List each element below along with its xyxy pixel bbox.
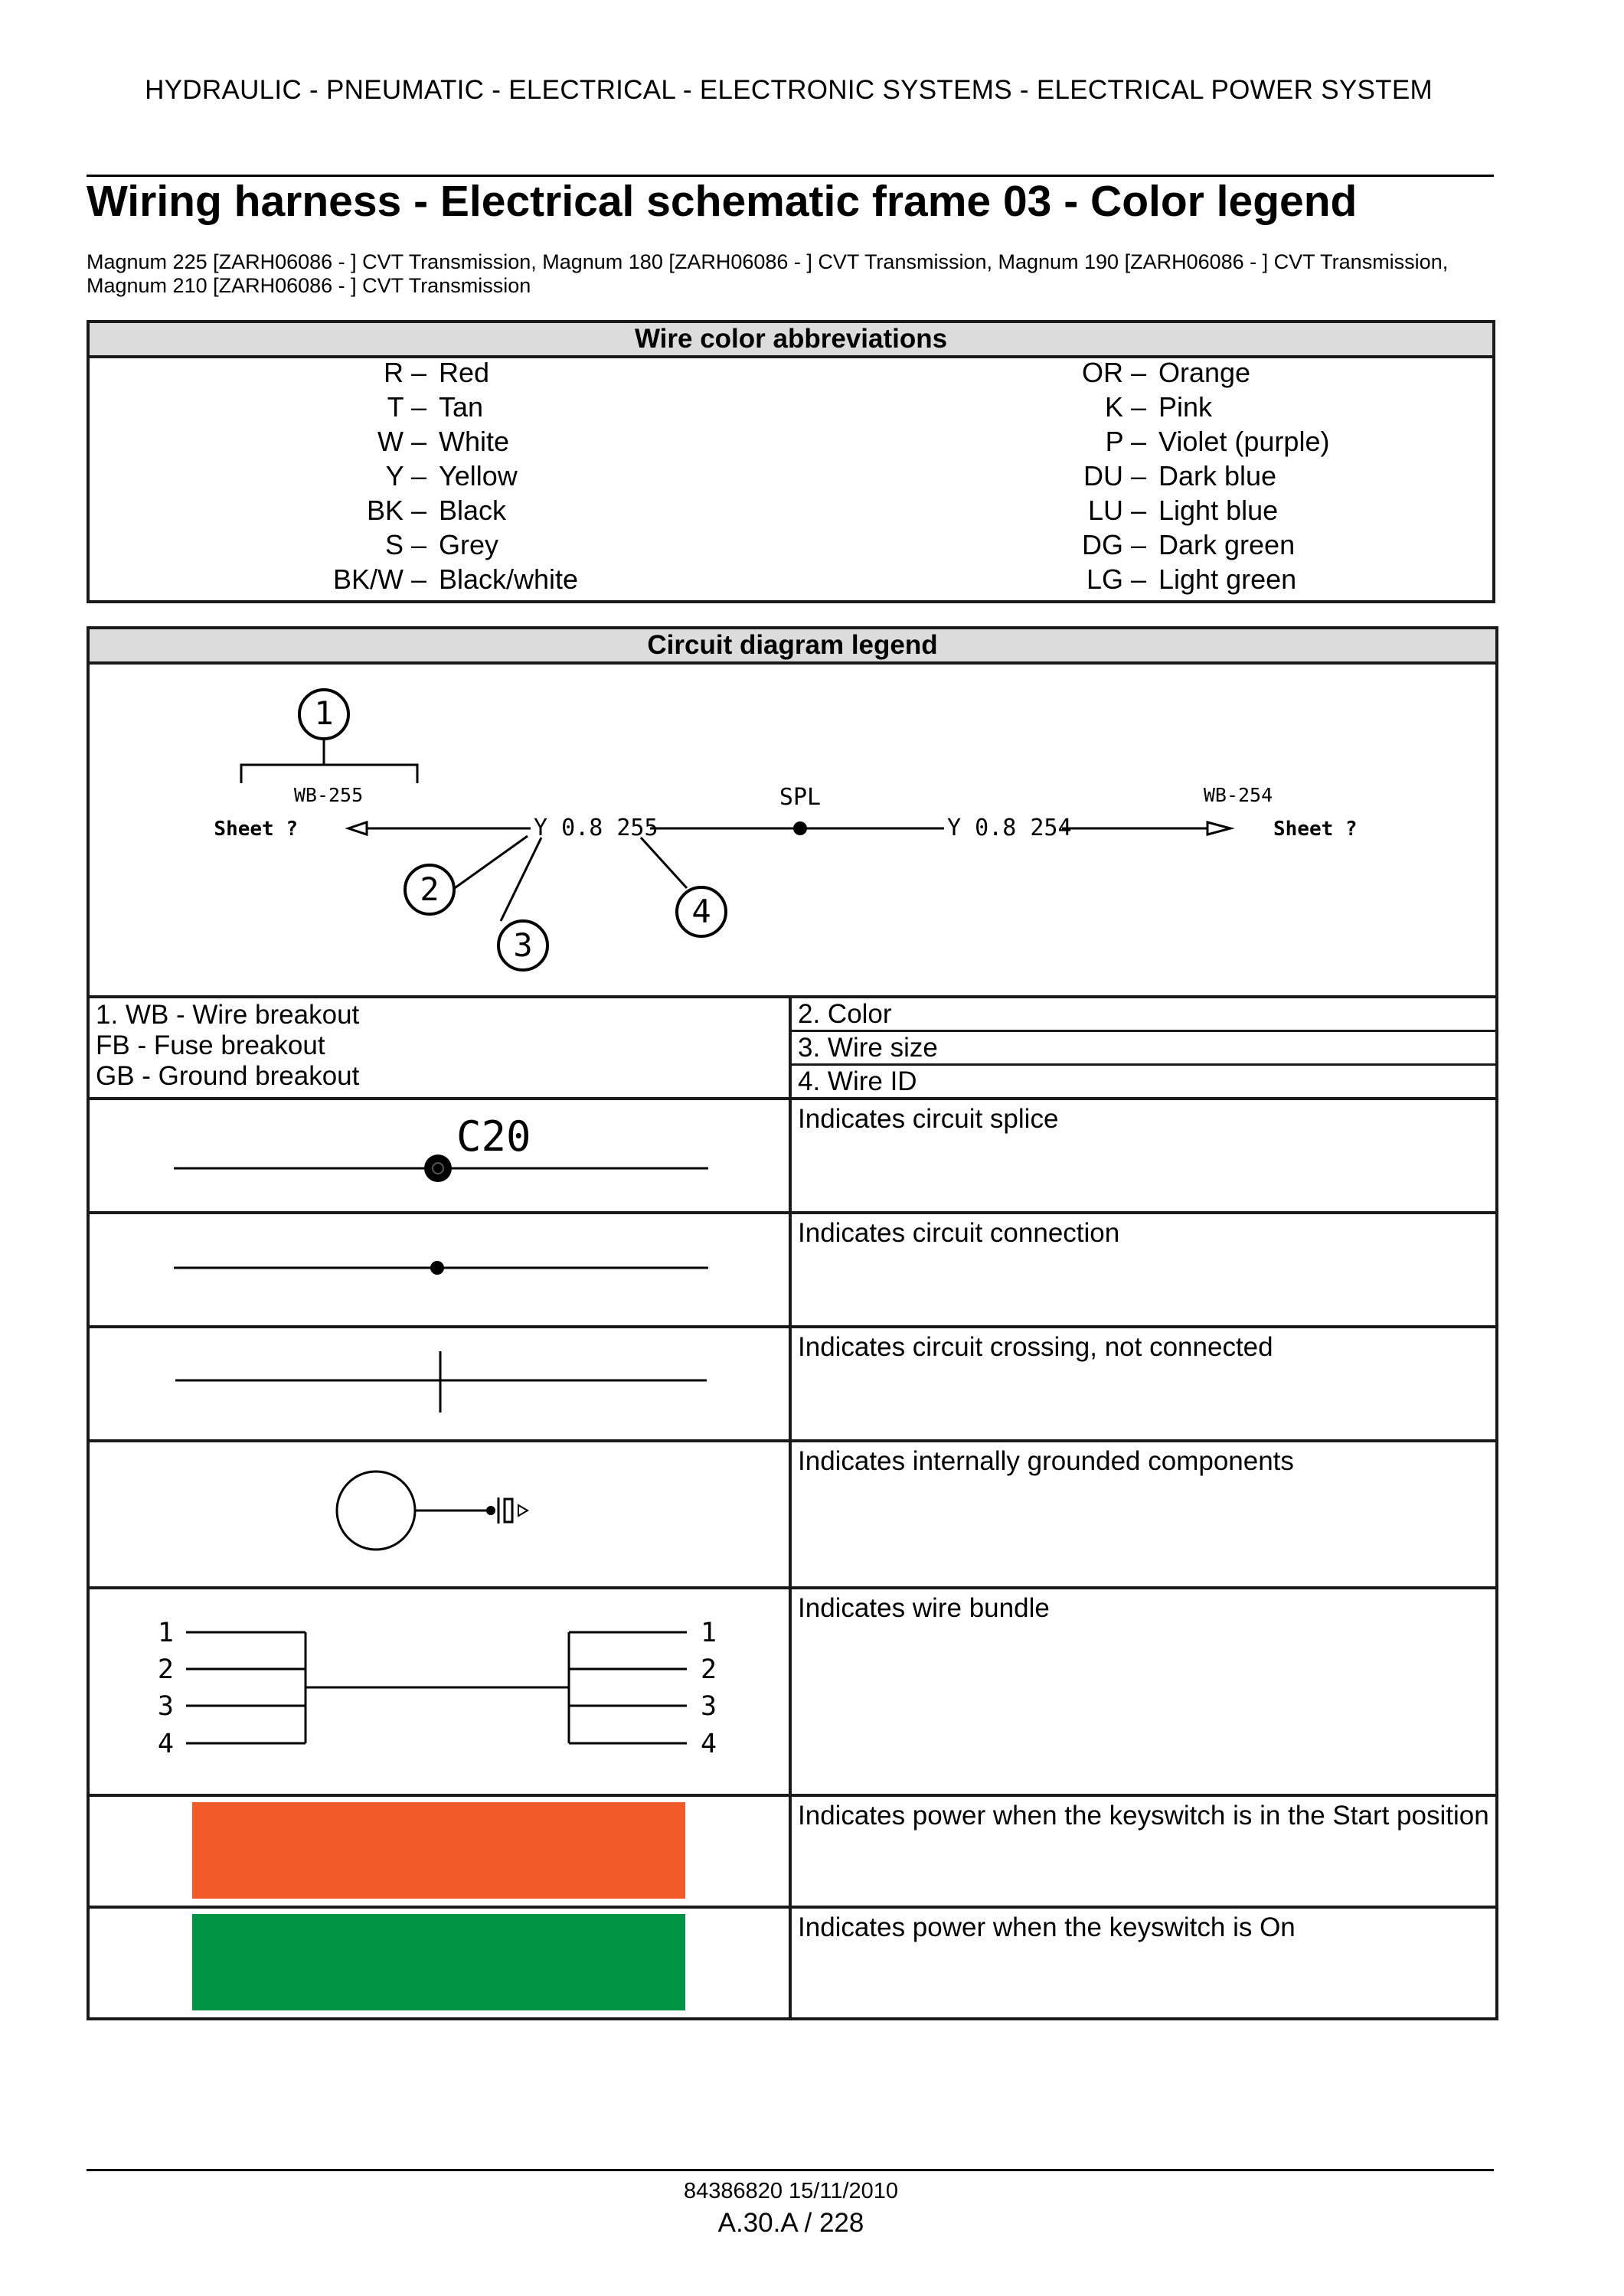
document-code: 84386820 15/11/2010: [683, 2179, 899, 2203]
crossing-symbol-cell: [88, 1327, 790, 1441]
page-title: Wiring harness - Electrical schematic frame 03 - Color legend: [87, 177, 1358, 226]
circuit-connection-symbol: [90, 1214, 786, 1318]
wire-left-label: Y 0.8 255: [534, 815, 658, 841]
bundle-left-4: 4: [157, 1729, 174, 1759]
ground-symbol-cell: [88, 1441, 790, 1588]
wire-color-code: K –: [1104, 391, 1146, 423]
on-power-description: Indicates power when the keyswitch is On: [798, 1912, 1296, 1942]
svg-text:2: 2: [420, 870, 439, 908]
footer-rule: [87, 2169, 1494, 2171]
wire-color-name: Grey: [439, 529, 499, 560]
wire-color-name: White: [439, 426, 510, 457]
wb-left-label: WB-255: [293, 784, 364, 806]
wire-color-code: Y –: [385, 460, 426, 492]
bundle-right-2: 2: [701, 1654, 717, 1685]
wire-color-code: R –: [383, 357, 426, 388]
bundle-description: Indicates wire bundle: [798, 1593, 1050, 1623]
wire-color-code: BK/W –: [332, 563, 426, 595]
wire-color-code: LU –: [1087, 495, 1146, 526]
wire-color-code: BK –: [366, 495, 426, 526]
wire-color-heading: Wire color abbreviations: [88, 322, 1494, 357]
bundle-right-3: 3: [701, 1691, 717, 1722]
wire-color-code: DU –: [1083, 460, 1146, 492]
callout-1: [299, 690, 348, 739]
bundle-left-1: 1: [157, 1618, 174, 1648]
circuit-legend-table: [87, 626, 1498, 2020]
splice-description: Indicates circuit splice: [798, 1104, 1059, 1134]
bundle-left-3: 3: [157, 1691, 174, 1722]
ground-icon: [505, 1499, 512, 1522]
wire-color-name: Light green: [1158, 563, 1297, 595]
start-power-swatch: [192, 1802, 685, 1899]
connection-symbol-cell: [88, 1213, 790, 1327]
model-applicability: Magnum 225 [ZARH06086 - ] CVT Transmission, Magnum 180 [ZARH06086 - ] CVT Transmission, Magnum 190 [ZARH06086 - ] CVT Transmission, Magnum 210 [ZARH06086 - ] CVT Transmission: [87, 250, 1449, 297]
breakout-types-cell: [88, 997, 790, 1099]
wire-bundle-symbol: [90, 1589, 786, 1787]
arrow-left-icon: [348, 822, 367, 834]
wire-color-name: Light blue: [1158, 495, 1279, 526]
on-power-swatch: [192, 1914, 685, 2010]
wire-breakout-diagram: [90, 665, 1492, 988]
circuit-splice-symbol: [90, 1100, 786, 1204]
breakout-fb: FB - Fuse breakout: [96, 1030, 325, 1060]
wire-color-name: Black/white: [439, 563, 579, 595]
splice-symbol-cell: [88, 1099, 790, 1213]
wire-color-name: Tan: [439, 391, 484, 423]
wire-color-name: Pink: [1158, 391, 1213, 423]
ground-description: Indicates internally grounded components: [798, 1446, 1294, 1476]
key-wire-id: 4. Wire ID: [798, 1066, 917, 1096]
svg-text:3: 3: [513, 926, 533, 964]
key-wire-size: 3. Wire size: [792, 1032, 1495, 1066]
wire-color-name: Dark green: [1158, 529, 1296, 560]
sheet-left-label: Sheet ?: [214, 818, 298, 841]
splice-label: SPL: [779, 784, 822, 811]
bundle-right-4: 4: [701, 1729, 717, 1759]
wire-color-name: Orange: [1158, 357, 1251, 388]
on-power-swatch-cell: [88, 1907, 790, 2019]
wire-right-label: Y 0.8 254: [947, 815, 1072, 841]
callout-4: [677, 887, 726, 936]
connection-description: Indicates circuit connection: [798, 1218, 1120, 1248]
wire-color-table: [87, 320, 1495, 603]
component-circle-icon: [337, 1471, 415, 1550]
sheet-right-label: Sheet ?: [1273, 818, 1358, 841]
wire-color-code: T –: [387, 391, 426, 423]
breakout-gb: GB - Ground breakout: [96, 1061, 360, 1091]
wb-right-label: WB-254: [1203, 784, 1273, 806]
wire-color-code: P –: [1105, 426, 1146, 457]
circuit-crossing-symbol: [90, 1328, 786, 1432]
wire-color-list: [90, 358, 1492, 600]
svg-text:1: 1: [314, 694, 334, 732]
internal-ground-symbol: [90, 1442, 786, 1579]
bundle-left-2: 2: [157, 1654, 174, 1685]
wire-color-code: S –: [384, 529, 426, 560]
callout-2: [405, 865, 454, 914]
running-header: HYDRAULIC - PNEUMATIC - ELECTRICAL - ELECTRONIC SYSTEMS - ELECTRICAL POWER SYSTEM: [145, 75, 1433, 105]
key-color: 2. Color: [792, 998, 1495, 1032]
breakout-wb: 1. WB - Wire breakout: [96, 1000, 360, 1030]
circuit-legend-heading: Circuit diagram legend: [88, 628, 1497, 663]
callout-keys-cell: [790, 997, 1497, 1099]
splice-id: C20: [456, 1112, 531, 1161]
wire-color-code: DG –: [1081, 529, 1146, 560]
wire-color-name: Dark blue: [1158, 460, 1277, 492]
example-diagram-cell: [88, 663, 1497, 997]
splice-icon: [424, 1155, 452, 1182]
start-power-swatch-cell: [88, 1795, 790, 1907]
wire-color-code: OR –: [1081, 357, 1146, 388]
bundle-symbol-cell: [88, 1588, 790, 1795]
wire-color-name: Black: [439, 495, 507, 526]
start-power-description: Indicates power when the keyswitch is in the Start position: [798, 1801, 1489, 1831]
callout-3: [498, 921, 547, 970]
wire-color-code: W –: [377, 426, 426, 457]
arrow-right-icon: [1207, 822, 1230, 834]
bundle-right-1: 1: [701, 1618, 717, 1648]
connection-dot-icon: [430, 1261, 444, 1275]
wire-color-code: LG –: [1086, 563, 1146, 595]
page-number: A.30.A / 228: [717, 2208, 864, 2238]
wire-color-name: Red: [439, 357, 490, 388]
wire-color-name: Yellow: [439, 460, 518, 492]
crossing-description: Indicates circuit crossing, not connected: [798, 1332, 1273, 1362]
wire-color-name: Violet (purple): [1158, 426, 1330, 457]
svg-text:4: 4: [691, 893, 711, 930]
